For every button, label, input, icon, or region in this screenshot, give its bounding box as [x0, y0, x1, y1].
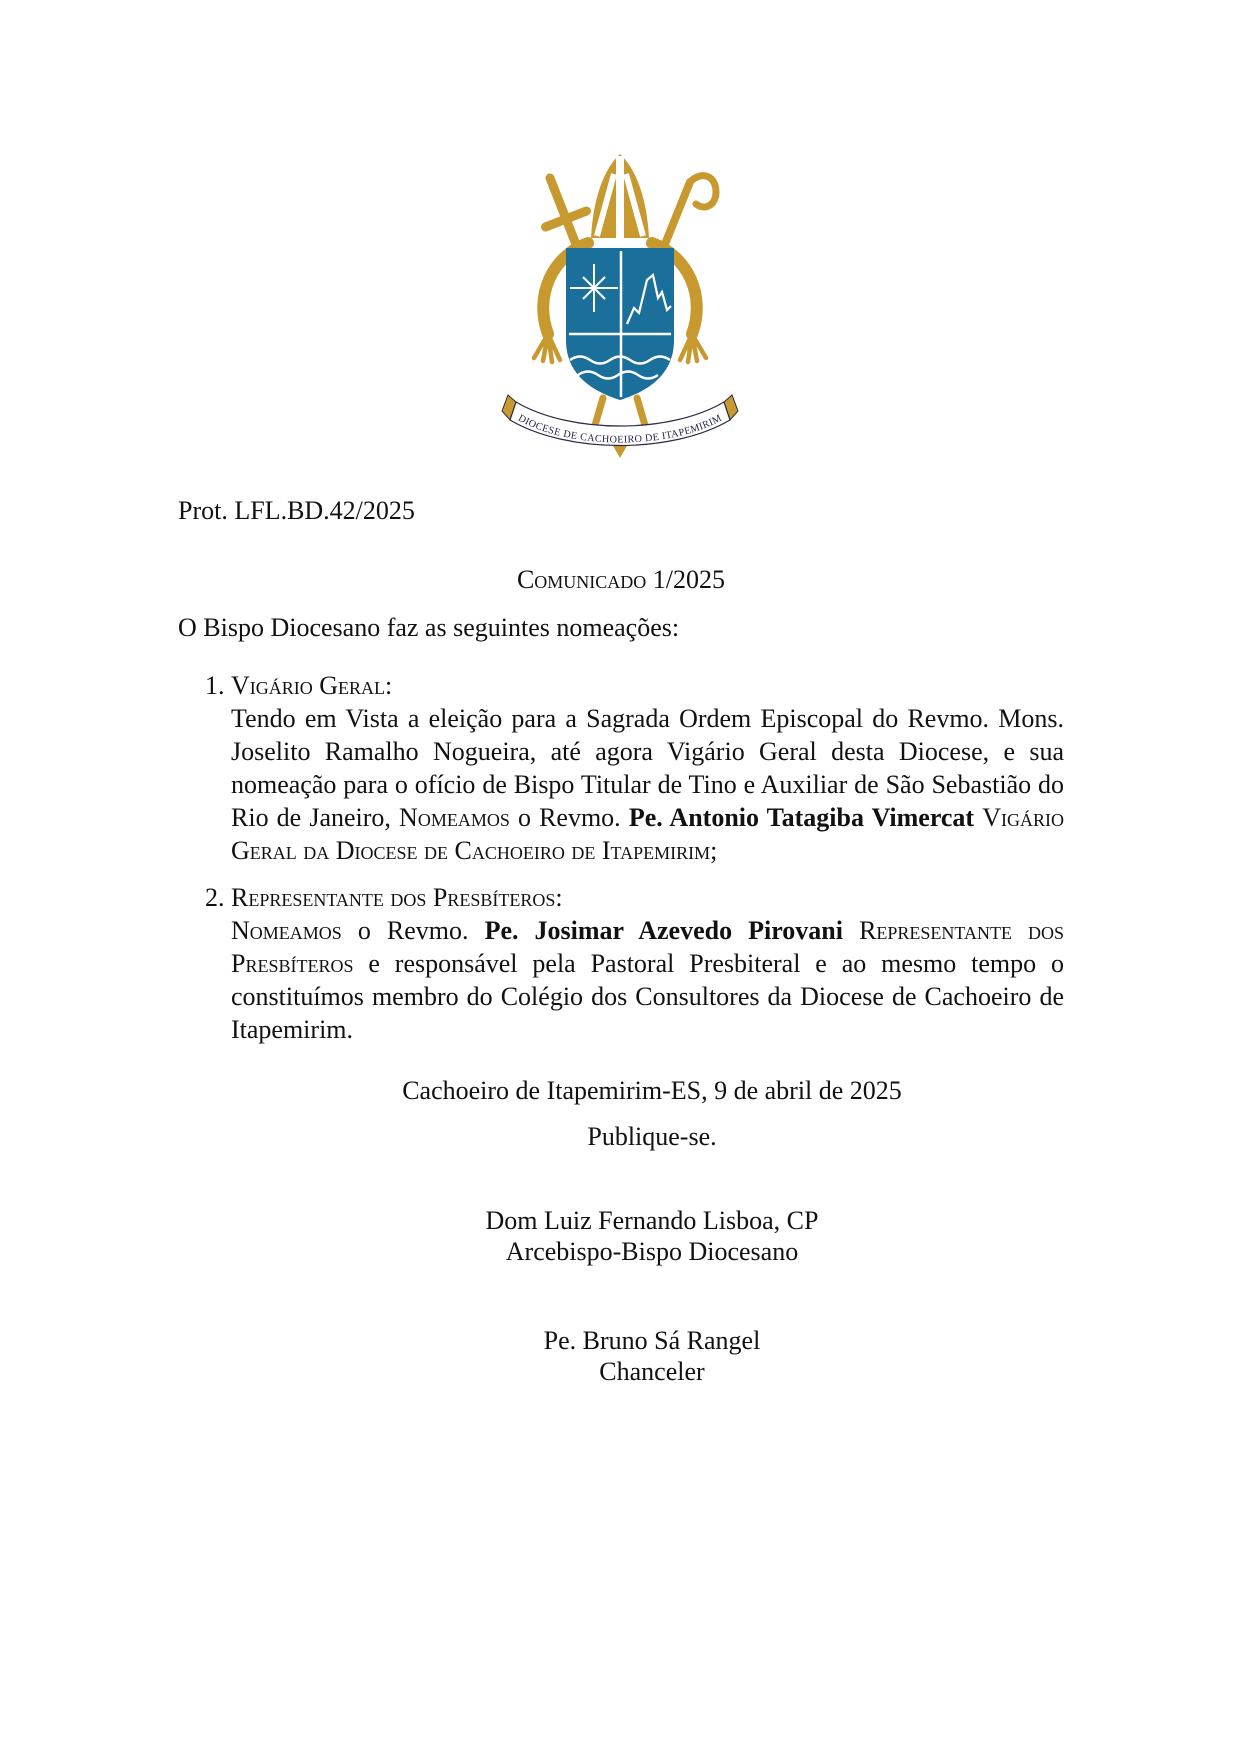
item-body — [231, 914, 1064, 1046]
signatory-name: Dom Luiz Fernando Lisboa, CP — [485, 1206, 819, 1235]
list-item-representante-presbiteros — [178, 881, 1064, 1046]
letter-content — [178, 0, 1064, 1387]
text-run: e responsável pela Pastoral Presbiteral e ao mesmo tempo o constituímos membro do Colégio dos Consultores da Diocese de Cachoeiro de Itapemirim. — [231, 949, 1064, 1044]
signatory-role: Chanceler — [599, 1357, 705, 1386]
list-item-vigario-geral — [178, 669, 1064, 867]
signature-block-chancellor — [240, 1325, 1064, 1387]
closing-block — [240, 1074, 1064, 1387]
document-title — [178, 563, 1064, 596]
signatory-role: Arcebispo-Bispo Diocesano — [505, 1237, 799, 1266]
text-run: Vigário Geral: — [231, 671, 393, 700]
text-run: ; — [710, 836, 718, 865]
text-run: Representante dos Presbíteros: — [231, 883, 563, 912]
protocol-number: Prot. LFL.BD.42/2025 — [178, 496, 415, 525]
publish-order: Publique-se. — [587, 1122, 717, 1151]
text-run: Representante dos Presbíteros — [231, 916, 1065, 978]
text-run: Pe. Josimar Azevedo Pirovani — [484, 916, 843, 945]
text-run: Pe. Antonio Tatagiba Vimercat — [628, 803, 975, 832]
banner-text: DIOCESE DE CACHOEIRO DE ITAPEMIRIM — [516, 412, 724, 446]
text-run: Comunicado 1/2025 — [516, 565, 726, 594]
text-run: o Revmo. — [509, 803, 629, 832]
nominations-list — [178, 669, 1064, 1046]
dateline: Cachoeiro de Itapemirim-ES, 9 de abril de 2025 — [402, 1076, 902, 1105]
item-body — [231, 702, 1064, 867]
signature-block-bishop — [240, 1205, 1064, 1267]
item-number: 1. — [205, 671, 225, 700]
text-run: Vigário Geral da Diocese de Cachoeiro de Itapemirim — [231, 803, 1064, 865]
text-run: o Revmo. — [341, 916, 485, 945]
text-run — [843, 916, 859, 945]
item-number: 2. — [205, 883, 225, 912]
text-run: Nomeamos — [399, 803, 510, 832]
signatory-name: Pe. Bruno Sá Rangel — [543, 1326, 761, 1355]
text-run — [974, 803, 982, 832]
item-heading — [231, 881, 1064, 914]
item-heading — [231, 669, 1064, 702]
intro-paragraph: O Bispo Diocesano faz as seguintes nomeações: — [178, 613, 680, 642]
text-run: Tendo em Vista a eleição para a Sagrada Ordem Episcopal do Revmo. Mons. Joselito Ramalho Nogueira, até agora Vigário Geral desta Diocese, e sua nomeação para o ofício de Bispo Titular de Tino e Auxiliar de São Sebastião do Rio de Janeiro, — [231, 704, 1064, 832]
text-run: Nomeamos — [231, 916, 342, 945]
